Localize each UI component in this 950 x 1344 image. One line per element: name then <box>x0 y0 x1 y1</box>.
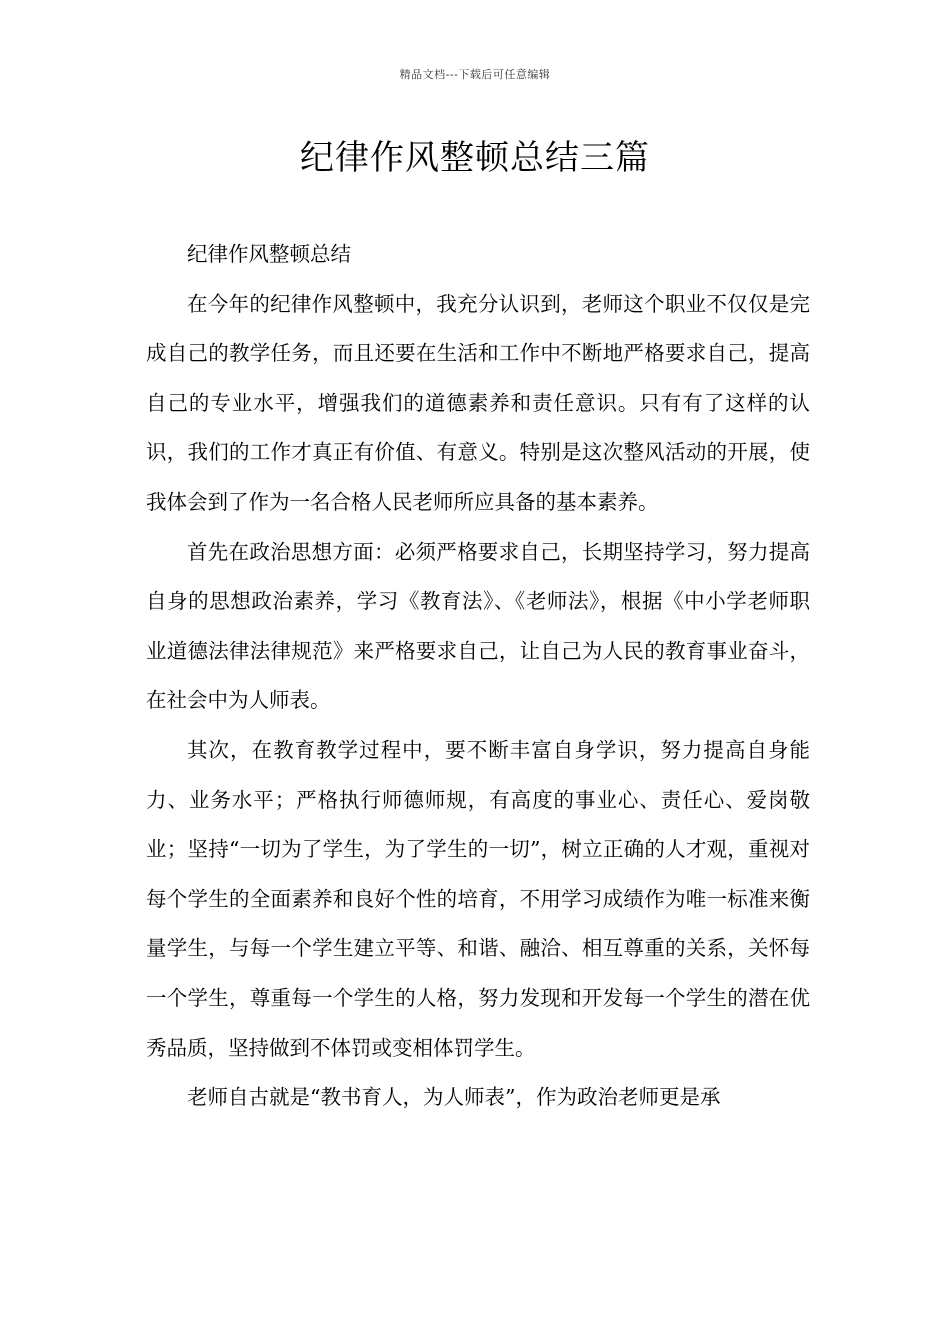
paragraph: 在今年的纪律作风整顿中，我充分认识到，老师这个职业不仅仅是完成自己的教学任务，而且还要在生活和工作中不断地严格要求自己，提高自己的专业水平，增强我们的道德素养和责任意识。只有有了这样的认识，我们的工作才真正有价值、有意义。特别是这次整风活动的开展，使我体会到了作为一名合格人民老师所应具备的基本素养。 <box>146 291 810 514</box>
header-note: 精品文档---下载后可任意编辑 <box>399 68 551 81</box>
paragraph: 其次，在教育教学过程中，要不断丰富自身学识，努力提高自身能力、业务水平；严格执行师德师规，有高度的事业心、责任心、爱岗敬业；坚持“一切为了学生，为了学生的一切”，树立正确的人才观，重视对每个学生的全面素养和良好个性的培育，不用学习成绩作为唯一标准来衡量学生，与每一个学生建立平等、和谐、融洽、相互尊重的关系，关怀每一个学生，尊重每一个学生的人格，努力发现和开发每一个学生的潜在优秀品质，坚持做到不体罚或变相体罚学生。 <box>146 737 810 1060</box>
section-subtitle: 纪律作风整顿总结 <box>187 242 351 266</box>
document-body <box>146 230 810 1123</box>
paragraph: 首先在政治思想方面：必须严格要求自己，长期坚持学习，努力提高自身的思想政治素养，学习《教育法》、《老师法》，根据《中小学老师职业道德法律法律规范》来严格要求自己，让自己为人民的教育事业奋斗，在社会中为人师表。 <box>146 539 810 713</box>
document-title: 纪律作风整顿总结三篇 <box>300 138 650 178</box>
paragraph: 老师自古就是“教书育人，为人师表”，作为政治老师更是承 <box>187 1085 721 1110</box>
